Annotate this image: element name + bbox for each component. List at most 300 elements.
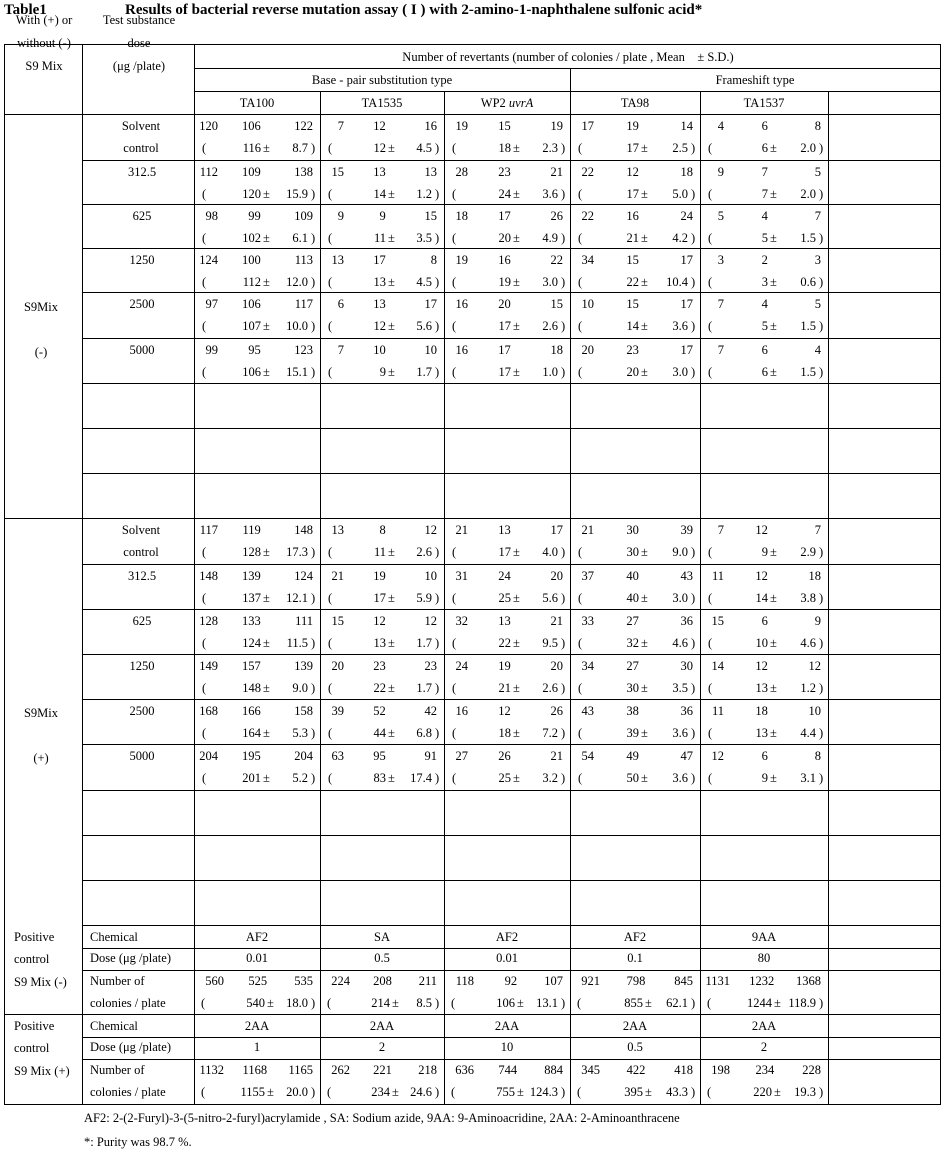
cell-wp2uvra-open-paren: ( <box>452 681 457 695</box>
cell-ta1537-plusminus: ± <box>770 319 777 333</box>
cell-ta1537-close-paren: ) <box>819 771 824 785</box>
pc-mean: 1244 <box>747 996 772 1010</box>
cell-ta1535-value-3: 13 <box>424 165 437 179</box>
cell-ta1537-open-paren: ( <box>708 231 713 245</box>
cell-ta1535-open-paren: ( <box>328 636 333 650</box>
cell-ta1535-plusminus: ± <box>388 141 395 155</box>
cell-ta98-sd: 5.0 <box>672 187 688 201</box>
cell-ta98-value-3: 36 <box>680 614 693 628</box>
cell-ta100-mean: 148 <box>242 681 261 695</box>
cell-ta98-value-3: 36 <box>680 704 693 718</box>
grid-line <box>82 1037 941 1038</box>
positive-dose: 80 <box>757 951 771 965</box>
cell-ta100-value-2: 99 <box>248 209 261 223</box>
cell-ta98-open-paren: ( <box>578 726 583 740</box>
pc-value-1: 198 <box>711 1063 730 1077</box>
cell-wp2uvra-close-paren: ) <box>561 187 566 201</box>
section-label-sign: (+) <box>33 751 49 765</box>
cell-ta98-mean: 50 <box>626 771 639 785</box>
positive-chemical: 2AA <box>751 1019 777 1033</box>
grid-line <box>82 473 941 474</box>
dose-label: control <box>123 545 159 559</box>
cell-ta98-close-paren: ) <box>691 545 696 559</box>
cell-ta98-sd: 3.0 <box>672 365 688 379</box>
grid-line <box>444 114 445 519</box>
cell-wp2uvra-open-paren: ( <box>452 231 457 245</box>
cell-ta1537-open-paren: ( <box>708 681 713 695</box>
cell-ta1535-sd: 17.4 <box>410 771 432 785</box>
cell-ta98-plusminus: ± <box>641 636 648 650</box>
cell-ta1535-value-3: 16 <box>424 119 437 133</box>
pc-plusminus: ± <box>517 996 524 1010</box>
cell-wp2uvra-value-1: 16 <box>455 343 468 357</box>
cell-ta1537-close-paren: ) <box>819 187 824 201</box>
cell-ta1537-value-3: 18 <box>808 569 821 583</box>
cell-ta98-mean: 20 <box>626 365 639 379</box>
cell-ta1535-mean: 13 <box>373 636 386 650</box>
cell-ta1537-value-1: 15 <box>711 614 724 628</box>
pc-open-paren: ( <box>201 996 206 1010</box>
cell-ta1537-sd: 1.5 <box>800 319 816 333</box>
cell-ta1537-close-paren: ) <box>819 141 824 155</box>
cell-ta100-close-paren: ) <box>311 231 316 245</box>
cell-ta1535-value-3: 12 <box>424 614 437 628</box>
cell-ta100-plusminus: ± <box>263 726 270 740</box>
strain-wp2-prefix: WP2 <box>480 96 506 110</box>
cell-ta98-sd: 3.6 <box>672 319 688 333</box>
cell-ta1537-plusminus: ± <box>770 231 777 245</box>
cell-ta100-value-2: 139 <box>242 569 261 583</box>
header-revertants: Number of revertants (number of colonies / plate , Mean ± S.D.) <box>402 50 734 64</box>
pc-sd: 43.3 <box>666 1085 688 1099</box>
cell-ta100-value-1: 149 <box>199 659 218 673</box>
table-caption: Results of bacterial reverse mutation assay ( I ) with 2-amino-1-naphthalene sulfonic acid* <box>125 2 703 18</box>
pc-value-1: 262 <box>331 1063 350 1077</box>
cell-ta1537-mean: 13 <box>755 726 768 740</box>
strain-wp2-suffix: uvrA <box>508 96 534 110</box>
cell-ta1535-value-2: 23 <box>373 659 386 673</box>
cell-ta98-plusminus: ± <box>641 319 648 333</box>
cell-ta1535-close-paren: ) <box>435 681 440 695</box>
cell-ta98-value-1: 20 <box>581 343 594 357</box>
cell-ta1537-value-1: 14 <box>711 659 724 673</box>
cell-ta100-value-3: 138 <box>294 165 313 179</box>
cell-ta1535-value-3: 91 <box>424 749 437 763</box>
pc-open-paren: ( <box>707 996 712 1010</box>
grid-line <box>82 204 941 205</box>
cell-ta1537-close-paren: ) <box>819 636 824 650</box>
cell-ta100-close-paren: ) <box>311 681 316 695</box>
cell-wp2uvra-open-paren: ( <box>452 726 457 740</box>
cell-ta1535-plusminus: ± <box>388 319 395 333</box>
cell-ta100-sd: 12.1 <box>286 591 308 605</box>
cell-ta100-value-2: 195 <box>242 749 261 763</box>
header-frameshift: Frameshift type <box>715 73 795 87</box>
cell-ta98-close-paren: ) <box>691 365 696 379</box>
cell-ta98-value-2: 15 <box>626 297 639 311</box>
cell-wp2uvra-open-paren: ( <box>452 141 457 155</box>
dose-label: 2500 <box>129 704 155 718</box>
cell-ta1535-open-paren: ( <box>328 591 333 605</box>
cell-ta100-mean: 164 <box>242 726 261 740</box>
cell-ta1535-plusminus: ± <box>388 187 395 201</box>
cell-ta1535-value-2: 19 <box>373 569 386 583</box>
pc-open-paren: ( <box>451 996 456 1010</box>
pc-mean: 395 <box>624 1085 643 1099</box>
cell-ta1537-plusminus: ± <box>770 726 777 740</box>
cell-ta100-close-paren: ) <box>311 319 316 333</box>
cell-ta1537-mean: 10 <box>755 636 768 650</box>
cell-ta98-close-paren: ) <box>691 187 696 201</box>
header-dose-label: dose <box>127 36 151 50</box>
cell-ta1537-value-1: 7 <box>717 523 724 537</box>
pc-value-3: 884 <box>544 1063 563 1077</box>
cell-ta100-open-paren: ( <box>202 771 207 785</box>
cell-ta98-plusminus: ± <box>641 681 648 695</box>
cell-ta1535-open-paren: ( <box>328 726 333 740</box>
chemical-label: Chemical <box>90 1019 138 1033</box>
cell-wp2uvra-mean: 21 <box>498 681 511 695</box>
positive-chemical: 2AA <box>244 1019 270 1033</box>
cell-ta1537-plusminus: ± <box>770 275 777 289</box>
positive-control-label: S9 Mix (+) <box>14 1064 70 1078</box>
pc-open-paren: ( <box>707 1085 712 1099</box>
cell-ta1535-mean: 12 <box>373 319 386 333</box>
pc-open-paren: ( <box>327 1085 332 1099</box>
cell-ta1535-open-paren: ( <box>328 141 333 155</box>
cell-ta98-mean: 17 <box>626 141 639 155</box>
cell-ta1537-value-2: 4 <box>761 209 768 223</box>
cell-wp2uvra-plusminus: ± <box>513 771 520 785</box>
grid-line <box>320 518 321 926</box>
cell-ta1535-mean: 11 <box>373 231 386 245</box>
cell-ta1535-value-2: 12 <box>373 614 386 628</box>
grid-line <box>828 518 829 926</box>
cell-ta98-sd: 4.2 <box>672 231 688 245</box>
grid-line <box>320 114 321 519</box>
cell-ta1537-plusminus: ± <box>770 365 777 379</box>
cell-wp2uvra-close-paren: ) <box>561 771 566 785</box>
cell-ta100-plusminus: ± <box>263 231 270 245</box>
cell-ta1537-plusminus: ± <box>770 141 777 155</box>
cell-ta1535-value-2: 8 <box>379 523 386 537</box>
cell-ta100-value-2: 109 <box>242 165 261 179</box>
cell-ta100-value-3: 139 <box>294 659 313 673</box>
number-label: Number of <box>90 1063 145 1077</box>
cell-wp2uvra-mean: 18 <box>498 141 511 155</box>
cell-ta1535-close-paren: ) <box>435 726 440 740</box>
cell-ta1535-sd: 2.6 <box>416 545 432 559</box>
cell-ta1535-mean: 11 <box>373 545 386 559</box>
cell-ta98-plusminus: ± <box>641 591 648 605</box>
cell-wp2uvra-close-paren: ) <box>561 726 566 740</box>
cell-ta1537-value-1: 11 <box>711 704 724 718</box>
pc-close-paren: ) <box>311 996 316 1010</box>
cell-ta1535-mean: 44 <box>373 726 386 740</box>
pc-plusminus: ± <box>774 996 781 1010</box>
header-dose-label: (μg /plate) <box>112 59 166 73</box>
cell-ta1535-sd: 3.5 <box>416 231 432 245</box>
pc-value-2: 422 <box>626 1063 646 1077</box>
grid-line <box>82 880 941 881</box>
cell-ta1537-sd: 3.1 <box>800 771 816 785</box>
cell-ta1537-mean: 13 <box>755 681 768 695</box>
chemical-label: Chemical <box>90 930 138 944</box>
positive-dose: 10 <box>500 1040 514 1054</box>
cell-ta100-close-paren: ) <box>311 141 316 155</box>
cell-ta100-open-paren: ( <box>202 187 207 201</box>
cell-ta100-mean: 120 <box>242 187 261 201</box>
cell-ta98-value-1: 21 <box>581 523 594 537</box>
pc-mean: 540 <box>246 996 265 1010</box>
cell-ta100-open-paren: ( <box>202 275 207 289</box>
cell-ta1535-close-paren: ) <box>435 231 440 245</box>
cell-wp2uvra-value-1: 19 <box>455 253 468 267</box>
cell-ta1537-plusminus: ± <box>770 681 777 695</box>
number-label: colonies / plate <box>90 996 166 1010</box>
cell-ta100-plusminus: ± <box>263 141 270 155</box>
cell-ta1537-value-1: 9 <box>717 165 724 179</box>
pc-value-3: 418 <box>674 1063 693 1077</box>
cell-ta98-plusminus: ± <box>641 231 648 245</box>
cell-ta100-close-paren: ) <box>311 365 316 379</box>
pc-sd: 24.6 <box>410 1085 432 1099</box>
pc-sd: 8.5 <box>416 996 432 1010</box>
cell-ta98-value-1: 33 <box>581 614 594 628</box>
cell-wp2uvra-sd: 2.3 <box>542 141 558 155</box>
cell-wp2uvra-close-paren: ) <box>561 636 566 650</box>
positive-control-label: Positive <box>14 1019 55 1033</box>
dose-label: 1250 <box>129 253 155 267</box>
cell-ta1535-value-1: 13 <box>331 253 344 267</box>
cell-ta100-value-1: 99 <box>205 343 218 357</box>
positive-chemical: 2AA <box>622 1019 648 1033</box>
positive-dose: 0.1 <box>627 951 643 965</box>
pc-open-paren: ( <box>577 1085 582 1099</box>
cell-ta1537-value-3: 4 <box>814 343 821 357</box>
positive-dose: 0.5 <box>374 951 390 965</box>
cell-ta98-close-paren: ) <box>691 636 696 650</box>
cell-ta1537-mean: 9 <box>761 771 768 785</box>
cell-ta1535-value-3: 23 <box>424 659 437 673</box>
cell-wp2uvra-mean: 18 <box>498 726 511 740</box>
grid-line <box>444 925 445 1015</box>
cell-wp2uvra-value-2: 19 <box>498 659 511 673</box>
cell-ta98-open-paren: ( <box>578 681 583 695</box>
cell-ta100-value-3: 148 <box>294 523 313 537</box>
cell-ta98-value-3: 43 <box>680 569 693 583</box>
grid-line <box>700 518 701 926</box>
grid-line <box>4 1014 941 1015</box>
cell-ta98-value-1: 17 <box>581 119 594 133</box>
pc-plusminus: ± <box>774 1085 781 1099</box>
cell-wp2uvra-close-paren: ) <box>561 319 566 333</box>
dose-label: 5000 <box>129 749 155 763</box>
cell-ta1537-value-2: 12 <box>755 523 768 537</box>
pc-sd: 13.1 <box>536 996 558 1010</box>
cell-ta1537-value-3: 8 <box>814 119 821 133</box>
cell-wp2uvra-close-paren: ) <box>561 141 566 155</box>
cell-ta1535-open-paren: ( <box>328 681 333 695</box>
cell-ta1537-value-2: 12 <box>755 659 768 673</box>
cell-wp2uvra-sd: 3.6 <box>542 187 558 201</box>
cell-ta98-mean: 14 <box>626 319 639 333</box>
cell-ta1537-mean: 6 <box>761 141 768 155</box>
cell-ta1535-value-2: 52 <box>373 704 386 718</box>
cell-ta1535-close-paren: ) <box>435 275 440 289</box>
cell-ta100-value-3: 117 <box>294 297 313 311</box>
cell-ta1535-plusminus: ± <box>388 275 395 289</box>
cell-ta100-value-3: 204 <box>294 749 313 763</box>
cell-ta98-plusminus: ± <box>641 365 648 379</box>
pc-close-paren: ) <box>435 996 440 1010</box>
cell-ta1535-mean: 14 <box>373 187 386 201</box>
grid-line <box>82 338 941 339</box>
cell-wp2uvra-value-3: 20 <box>550 569 563 583</box>
cell-wp2uvra-value-3: 22 <box>550 253 563 267</box>
cell-ta1537-value-3: 8 <box>814 749 821 763</box>
cell-ta1537-mean: 5 <box>761 319 768 333</box>
cell-ta1535-open-paren: ( <box>328 545 333 559</box>
cell-ta100-value-2: 106 <box>242 297 261 311</box>
cell-ta100-value-1: 98 <box>205 209 218 223</box>
grid-line <box>828 1014 829 1105</box>
cell-ta1535-sd: 4.5 <box>416 275 432 289</box>
cell-ta98-sd: 3.0 <box>672 591 688 605</box>
cell-ta98-value-1: 22 <box>581 209 594 223</box>
table-left-border <box>4 44 5 1105</box>
grid-line <box>82 744 941 745</box>
cell-wp2uvra-plusminus: ± <box>513 365 520 379</box>
cell-ta100-sd: 11.5 <box>286 636 308 650</box>
pc-value-1: 1131 <box>705 974 730 988</box>
dose-label: 625 <box>132 209 152 223</box>
cell-ta1537-sd: 1.5 <box>800 365 816 379</box>
grid-line <box>320 91 321 115</box>
cell-ta1537-sd: 4.6 <box>800 636 816 650</box>
cell-ta98-value-2: 30 <box>626 523 639 537</box>
cell-wp2uvra-plusminus: ± <box>513 141 520 155</box>
positive-chemical: 2AA <box>369 1019 395 1033</box>
cell-ta1537-mean: 6 <box>761 365 768 379</box>
cell-wp2uvra-value-2: 26 <box>498 749 511 763</box>
pc-mean: 106 <box>496 996 515 1010</box>
cell-ta1537-close-paren: ) <box>819 275 824 289</box>
grid-line <box>700 114 701 519</box>
grid-line <box>700 1014 701 1105</box>
cell-ta100-value-3: 109 <box>294 209 313 223</box>
cell-ta1537-value-1: 12 <box>711 749 724 763</box>
cell-ta1537-close-paren: ) <box>819 365 824 379</box>
pc-sd: 124.3 <box>529 1085 558 1099</box>
cell-ta100-value-1: 117 <box>199 523 218 537</box>
cell-ta100-mean: 106 <box>242 365 261 379</box>
cell-ta100-value-1: 124 <box>199 253 218 267</box>
grid-line <box>320 925 321 1015</box>
cell-wp2uvra-plusminus: ± <box>513 231 520 245</box>
cell-ta1535-mean: 12 <box>373 141 386 155</box>
cell-wp2uvra-mean: 17 <box>498 545 511 559</box>
dose-label: 2500 <box>129 297 155 311</box>
cell-ta1537-plusminus: ± <box>770 545 777 559</box>
cell-wp2uvra-value-1: 18 <box>455 209 468 223</box>
cell-ta1537-plusminus: ± <box>770 771 777 785</box>
cell-ta98-mean: 17 <box>626 187 639 201</box>
cell-ta1537-value-1: 3 <box>717 253 724 267</box>
cell-ta1537-open-paren: ( <box>708 275 713 289</box>
cell-ta98-value-3: 17 <box>680 343 693 357</box>
grid-line <box>82 699 941 700</box>
cell-wp2uvra-value-3: 21 <box>550 165 563 179</box>
grid-line <box>82 1059 941 1060</box>
cell-ta100-open-paren: ( <box>202 319 207 333</box>
cell-ta1537-value-3: 5 <box>814 297 821 311</box>
cell-ta1537-value-2: 6 <box>761 614 768 628</box>
pc-value-3: 107 <box>544 974 563 988</box>
grid-line <box>444 1014 445 1105</box>
cell-ta1537-open-paren: ( <box>708 319 713 333</box>
cell-ta98-close-paren: ) <box>691 231 696 245</box>
grid-line <box>82 564 941 565</box>
cell-ta1537-value-3: 7 <box>814 523 821 537</box>
grid-line <box>82 292 941 293</box>
cell-ta100-mean: 137 <box>242 591 261 605</box>
cell-ta100-value-1: 204 <box>199 749 218 763</box>
cell-ta1535-plusminus: ± <box>388 636 395 650</box>
grid-line <box>570 68 571 115</box>
header-dose-label: Test substance <box>102 13 176 27</box>
cell-ta1535-close-paren: ) <box>435 591 440 605</box>
cell-wp2uvra-value-1: 16 <box>455 704 468 718</box>
footnote-abbreviations: AF2: 2-(2-Furyl)-3-(5-nitro-2-furyl)acrylamide , SA: Sodium azide, 9AA: 9-Aminoacridine, 2AA: 2-Aminoanthracene <box>84 1111 680 1125</box>
grid-line <box>194 68 941 69</box>
cell-ta98-mean: 39 <box>626 726 639 740</box>
cell-ta1537-value-2: 18 <box>755 704 768 718</box>
cell-wp2uvra-value-1: 21 <box>455 523 468 537</box>
cell-wp2uvra-mean: 17 <box>498 365 511 379</box>
cell-ta98-value-1: 34 <box>581 253 594 267</box>
cell-ta1535-plusminus: ± <box>388 681 395 695</box>
cell-ta100-open-paren: ( <box>202 591 207 605</box>
pc-value-2: 1232 <box>749 974 775 988</box>
pc-mean: 220 <box>753 1085 772 1099</box>
pc-value-3: 1368 <box>796 974 821 988</box>
cell-ta98-value-2: 12 <box>626 165 639 179</box>
pc-close-paren: ) <box>311 1085 316 1099</box>
cell-wp2uvra-mean: 20 <box>498 231 511 245</box>
pc-close-paren: ) <box>691 1085 696 1099</box>
cell-ta1535-plusminus: ± <box>388 771 395 785</box>
cell-ta98-mean: 30 <box>626 545 639 559</box>
cell-ta1537-open-paren: ( <box>708 141 713 155</box>
cell-wp2uvra-open-paren: ( <box>452 636 457 650</box>
cell-wp2uvra-value-2: 13 <box>498 614 511 628</box>
cell-ta1537-plusminus: ± <box>770 636 777 650</box>
cell-ta1535-value-2: 13 <box>373 297 386 311</box>
positive-dose: 0.01 <box>246 951 268 965</box>
cell-wp2uvra-mean: 17 <box>498 319 511 333</box>
pc-open-paren: ( <box>201 1085 206 1099</box>
cell-ta100-plusminus: ± <box>263 545 270 559</box>
pc-plusminus: ± <box>267 1085 274 1099</box>
cell-wp2uvra-plusminus: ± <box>513 545 520 559</box>
grid-line <box>82 428 941 429</box>
cell-ta1537-open-paren: ( <box>708 365 713 379</box>
positive-dose: 1 <box>253 1040 261 1054</box>
cell-wp2uvra-sd: 9.5 <box>542 636 558 650</box>
cell-wp2uvra-open-paren: ( <box>452 275 457 289</box>
cell-ta98-value-3: 24 <box>680 209 693 223</box>
